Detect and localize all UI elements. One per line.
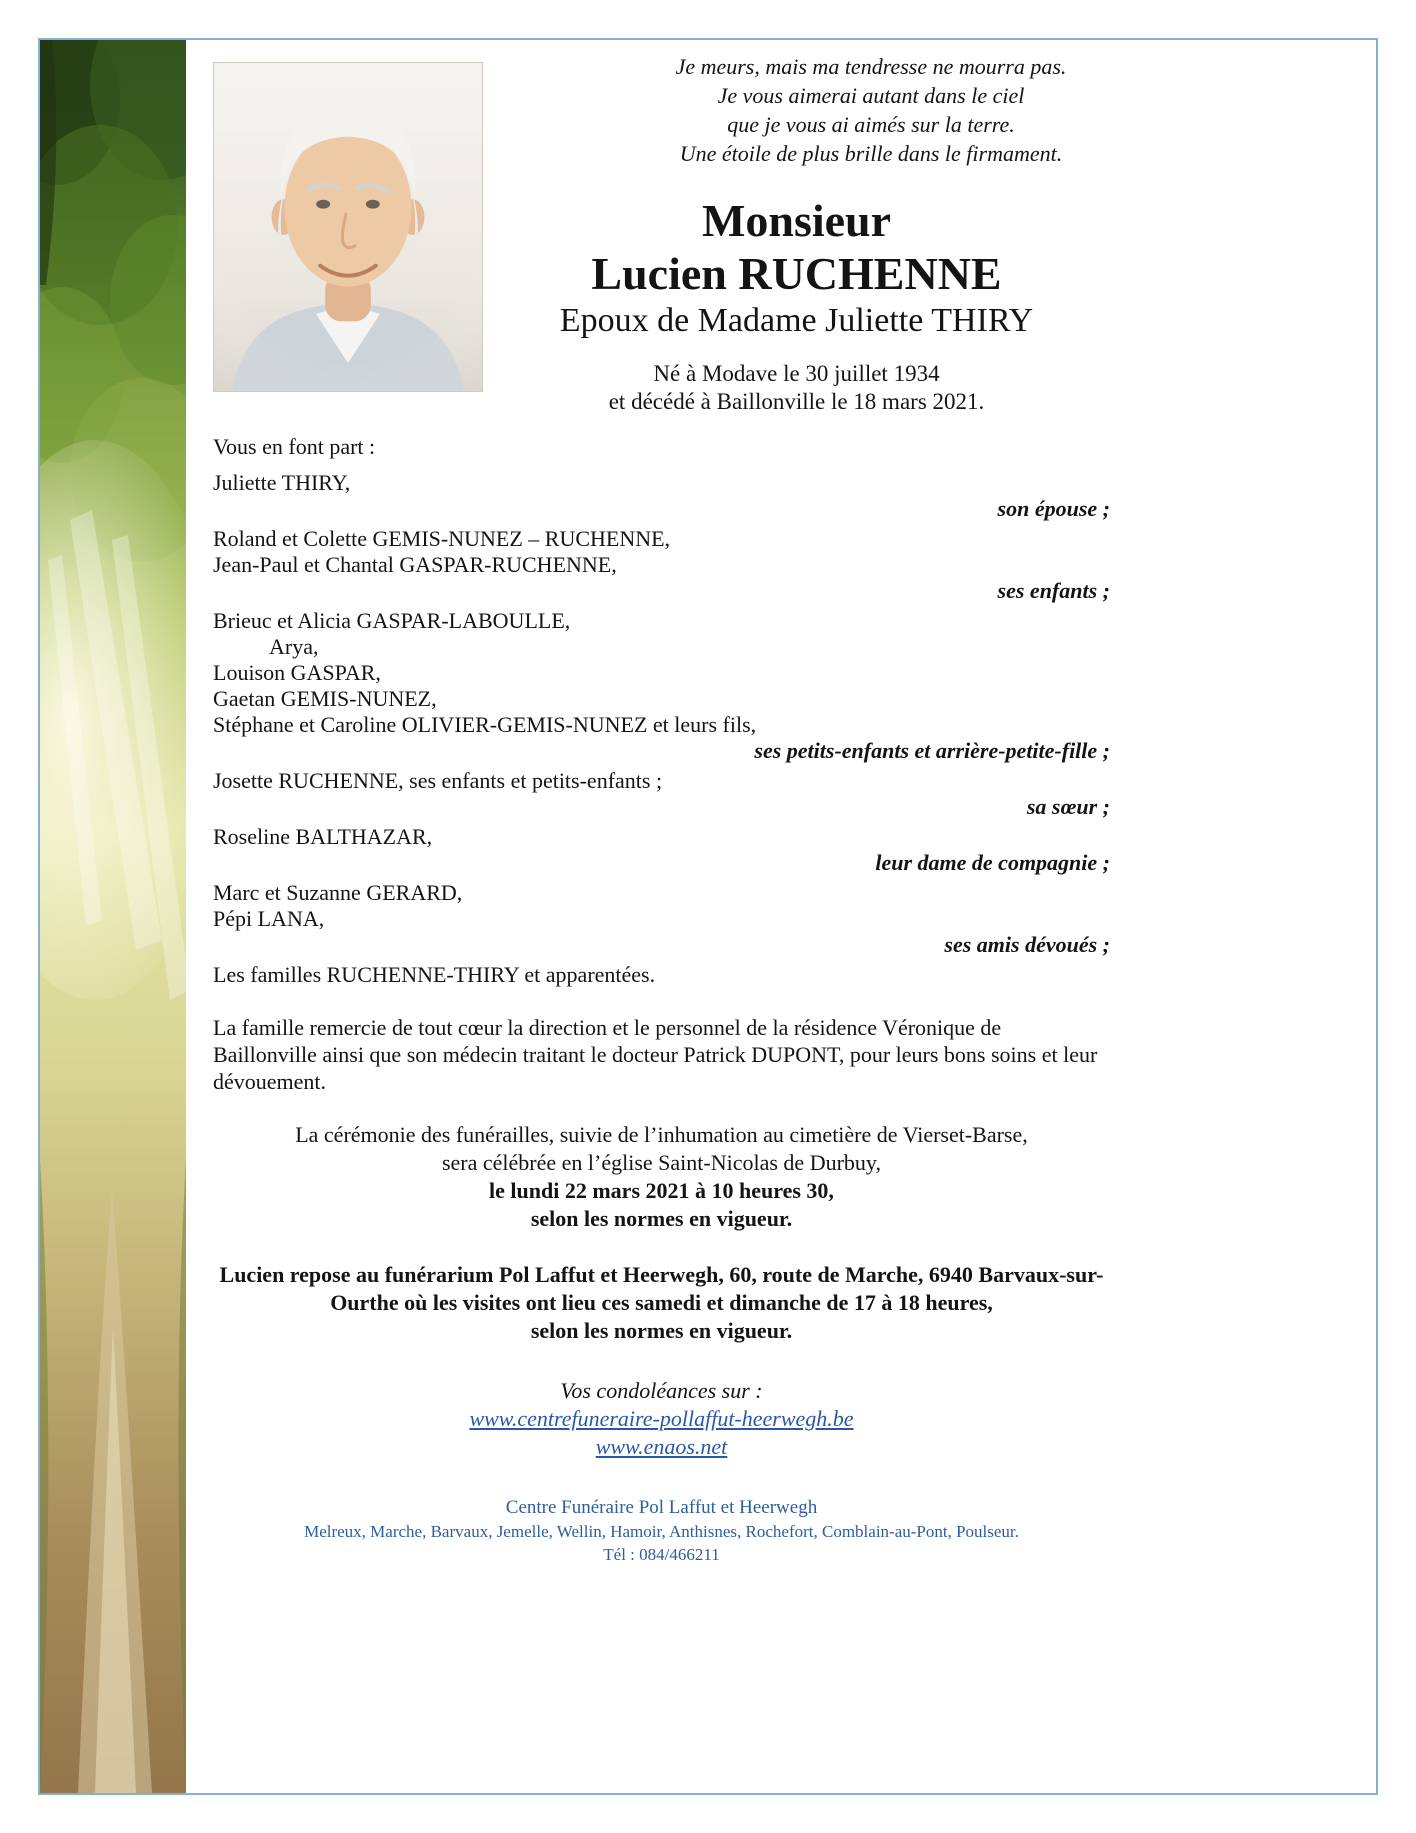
family-group-companion xyxy=(213,824,1110,876)
relation-label: ses amis dévoués ; xyxy=(944,932,1110,957)
family-group-families xyxy=(213,962,1110,988)
family-name: Roland et Colette GEMIS-NUNEZ – RUCHENNE, xyxy=(213,526,671,551)
relation-label: leur dame de compagnie ; xyxy=(875,850,1110,875)
birth-line: Né à Modave le 30 juillet 1934 xyxy=(653,361,940,386)
relation-label: son épouse ; xyxy=(997,496,1110,521)
repose-block xyxy=(213,1261,1110,1345)
death-line: et décédé à Baillonville le 18 mars 2021. xyxy=(608,389,985,414)
portrait-photo xyxy=(213,62,483,392)
family-name: Stéphane et Caroline OLIVIER-GEMIS-NUNEZ et leurs fils, xyxy=(213,712,757,737)
condolences-block xyxy=(213,1377,1110,1461)
funeral-home-locations: Melreux, Marche, Barvaux, Jemelle, Wellin, Hamoir, Anthisnes, Rochefort, Comblain-au-Pont, Poulseur. xyxy=(304,1522,1019,1541)
family-name: Pépi LANA, xyxy=(213,906,325,931)
poem-line: que je vous ai aimés sur la terre. xyxy=(727,112,1015,137)
family-name: Louison GASPAR, xyxy=(213,660,381,685)
family-group-children xyxy=(213,526,1110,604)
funeral-home-name: Centre Funéraire Pol Laffut et Heerwegh xyxy=(505,1497,818,1518)
birth-death-dates xyxy=(483,360,1110,416)
family-group-grandchildren xyxy=(213,608,1110,764)
ceremony-rules-line: selon les normes en vigueur. xyxy=(530,1206,793,1231)
deceased-name: Lucien RUCHENNE xyxy=(591,248,1002,299)
ceremony-line: La cérémonie des funérailles, suivie de l’inhumation au cimetière de Vierset-Barse, xyxy=(295,1122,1028,1147)
ceremony-date-line: le lundi 22 mars 2021 à 10 heures 30, xyxy=(489,1178,834,1203)
family-name: Roseline BALTHAZAR, xyxy=(213,824,433,849)
header-text-column xyxy=(483,40,1110,416)
family-group-spouse xyxy=(213,470,1110,522)
forest-illustration xyxy=(40,40,186,1793)
family-list xyxy=(213,470,1110,988)
family-name: Josette RUCHENNE, ses enfants et petits-enfants ; xyxy=(213,768,663,793)
poem-line: Une étoile de plus brille dans le firmament. xyxy=(679,141,1063,166)
portrait-illustration xyxy=(214,63,482,391)
relation-label: ses enfants ; xyxy=(997,578,1110,603)
card-content xyxy=(213,40,1110,1566)
family-name: Jean-Paul et Chantal GASPAR-RUCHENNE, xyxy=(213,552,617,577)
spouse-line: Epoux de Madame Juliette THIRY xyxy=(559,302,1034,339)
deceased-title-block xyxy=(483,194,1110,342)
repose-rules-line: selon les normes en vigueur. xyxy=(530,1318,793,1343)
family-group-sister xyxy=(213,768,1110,820)
family-name: Marc et Suzanne GERARD, xyxy=(213,880,463,905)
repose-line: Lucien repose au funérarium Pol Laffut et Heerwegh, 60, route de Marche, 6940 Barvaux-sur-Ourthe où les visites ont lieu ces samedi et dimanche de 17 à 18 heures, xyxy=(219,1262,1104,1315)
poem-line: Je meurs, mais ma tendresse ne mourra pas. xyxy=(675,54,1067,79)
header-section xyxy=(213,40,1110,416)
family-name: Gaetan GEMIS-NUNEZ, xyxy=(213,686,437,711)
epitaph-poem xyxy=(632,52,1110,168)
deceased-honorific: Monsieur xyxy=(701,195,892,246)
funeral-home-footer xyxy=(213,1495,1110,1566)
relation-label: ses petits-enfants et arrière-petite-fille ; xyxy=(754,738,1110,763)
condolences-link-funeral-home[interactable]: www.centrefuneraire-pollaffut-heerwegh.be xyxy=(469,1406,854,1431)
ceremony-line: sera célébrée en l’église Saint-Nicolas de Durbuy, xyxy=(441,1150,881,1175)
condolences-link-enaos[interactable]: www.enaos.net xyxy=(595,1434,728,1459)
funeral-home-phone: Tél : 084/466211 xyxy=(603,1545,720,1564)
relation-label: sa sœur ; xyxy=(1026,794,1110,819)
family-name: Juliette THIRY, xyxy=(213,470,351,495)
family-name: Brieuc et Alicia GASPAR-LABOULLE, xyxy=(213,608,571,633)
announcement-intro: Vous en font part : xyxy=(213,434,376,459)
forest-strip-photo xyxy=(40,40,186,1793)
family-group-friends xyxy=(213,880,1110,958)
poem-line: Je vous aimerai autant dans le ciel xyxy=(717,83,1025,108)
family-name: Les familles RUCHENNE-THIRY et apparentées. xyxy=(213,962,656,987)
ceremony-block xyxy=(213,1121,1110,1233)
family-name: Arya, xyxy=(269,634,319,659)
thanks-paragraph: La famille remercie de tout cœur la direction et le personnel de la résidence Véronique de Baillonville ainsi que son médecin traitant le docteur Patrick DUPONT, pour leurs bons soins et leur dévouement. xyxy=(213,1015,1098,1094)
condolences-intro: Vos condoléances sur : xyxy=(560,1378,763,1403)
